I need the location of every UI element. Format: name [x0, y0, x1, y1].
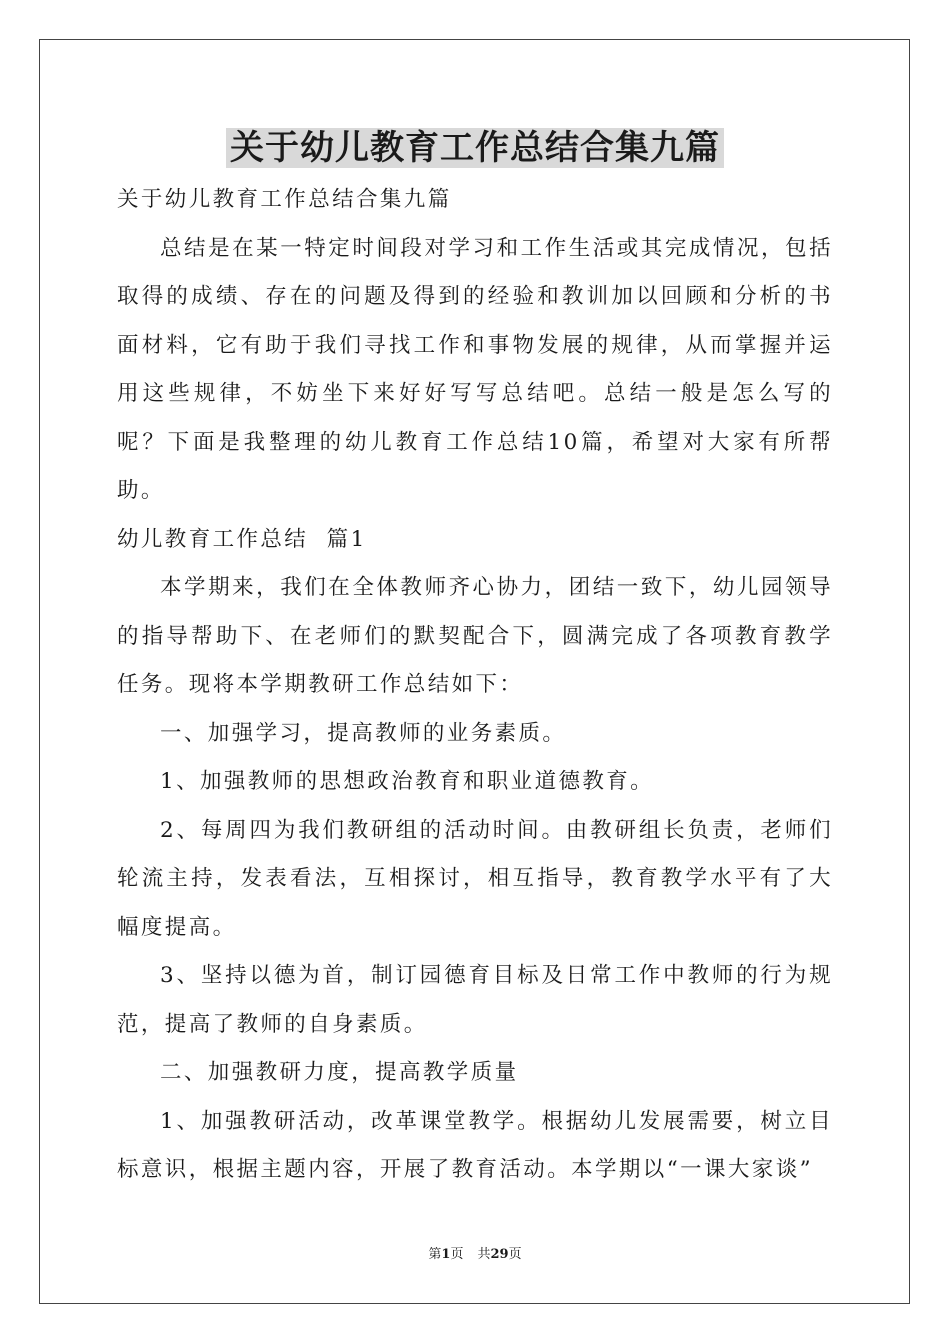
- paragraph: 二、加强教研力度，提高教学质量: [160, 1060, 519, 1085]
- paragraph: 本学期来，我们在全体教师齐心协力，团结一致下，幼儿园领导的指导帮助下、在老师们的默契配合下，圆满完成了各项教育教学任务。现将本学期教研工作总结如下：: [117, 575, 833, 697]
- document-title-text: 关于幼儿教育工作总结合集九篇: [226, 128, 724, 168]
- paragraph: 3、坚持以德为首，制订园德育目标及日常工作中教师的行为规范，提高了教师的自身素质。: [117, 963, 833, 1037]
- total-unit: 页: [508, 1247, 522, 1262]
- paragraph: 关于幼儿教育工作总结合集九篇: [117, 187, 452, 212]
- page-unit: 页: [450, 1247, 464, 1262]
- paragraph: 2、每周四为我们教研组的活动时间。由教研组长负责，老师们轮流主持，发表看法，互相探讨，相互指导，教育教学水平有了大幅度提高。: [117, 817, 833, 940]
- paragraph: 总结是在某一特定时间段对学习和工作生活或其完成情况，包括取得的成绩、存在的问题及得到的经验和教训加以回顾和分析的书面材料，它有助于我们寻找工作和事物发展的规律，从而掌握并运用这些规律，不妨坐下来好好写写总结吧。总结一般是怎么写的呢？下面是我整理的幼儿教育工作总结10篇，希望对大家有所帮助。: [117, 235, 833, 503]
- paragraph: 1、加强教师的思想政治教育和职业道德教育。: [160, 769, 655, 794]
- total-prefix: 共: [477, 1247, 491, 1262]
- paragraph: 一、加强学习，提高教师的业务素质。: [160, 720, 567, 746]
- paragraph: 1、加强教研活动，改革课堂教学。根据幼儿发展需要，树立目标意识，根据主题内容，开展了教育活动。本学期以“一课大家谈”: [117, 1108, 833, 1182]
- current-page-number: 1: [441, 1247, 451, 1262]
- page-footer: [0, 1246, 950, 1264]
- document-body: [117, 176, 833, 1195]
- section-heading: 幼儿教育工作总结 篇1: [117, 526, 367, 552]
- document-title: [0, 125, 950, 171]
- page-prefix: 第: [428, 1247, 442, 1262]
- total-page-count: 29: [490, 1247, 509, 1262]
